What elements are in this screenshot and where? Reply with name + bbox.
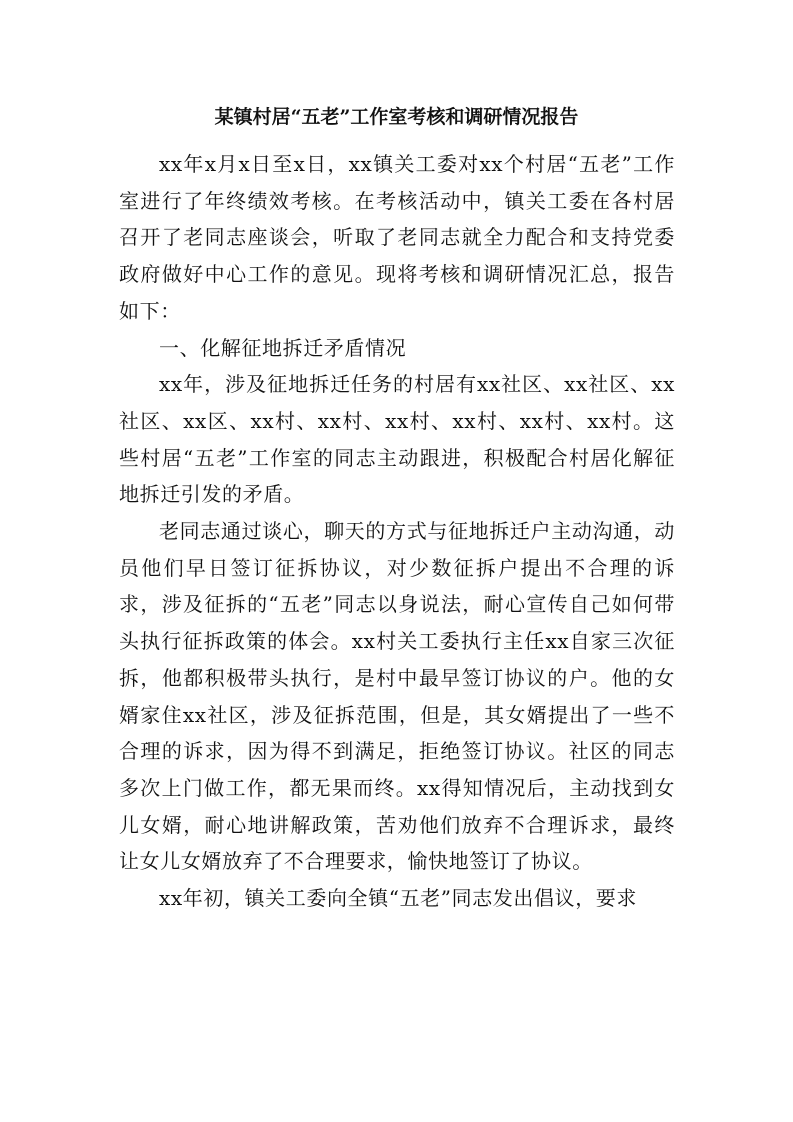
body-paragraph: 老同志通过谈心，聊天的方式与征地拆迁户主动沟通，动员他们早日签订征拆协议，对少数征拆户提出不合理的诉求，涉及征拆的“五老”同志以身说法，耐心宣传自己如何带头执行征拆政策的体会。xx村关工委执行主任xx自家三次征拆，他都积极带头执行，是村中最早签订协议的户。他的女婿家住xx社区，涉及征拆范围，但是，其女婿提出了一些不合理的诉求，因为得不到满足，拒绝签订协议。社区的同志多次上门做工作，都无果而终。xx得知情况后，主动找到女儿女婿，耐心地讲解政策，苦劝他们放弃不合理诉求，最终让女儿女婿放弃了不合理要求，愉快地签订了协议。 (119, 519, 675, 874)
body-paragraph: xx年初，镇关工委向全镇“五老”同志发出倡议，要求 (159, 886, 638, 911)
document-body (119, 146, 675, 917)
document-title: 某镇村居“五老”工作室考核和调研情况报告 (214, 106, 579, 128)
intro-paragraph: xx年x月x日至x日，xx镇关工委对xx个村居“五老”工作室进行了年终绩效考核。在考核活动中，镇关工委在各村居召开了老同志座谈会，听取了老同志就全力配合和支持党委政府做好中心工作的意见。现将考核和调研情况汇总，报告如下： (119, 152, 675, 323)
body-paragraph: xx年，涉及征地拆迁任务的村居有xx社区、xx社区、xx社区、xx区、xx村、xx村、xx村、xx村、xx村、xx村。这些村居“五老”工作室的同志主动跟进，积极配合村居化解征地拆迁引发的矛盾。 (119, 372, 675, 507)
section-heading: 一、化解征地拆迁矛盾情况 (159, 335, 407, 360)
